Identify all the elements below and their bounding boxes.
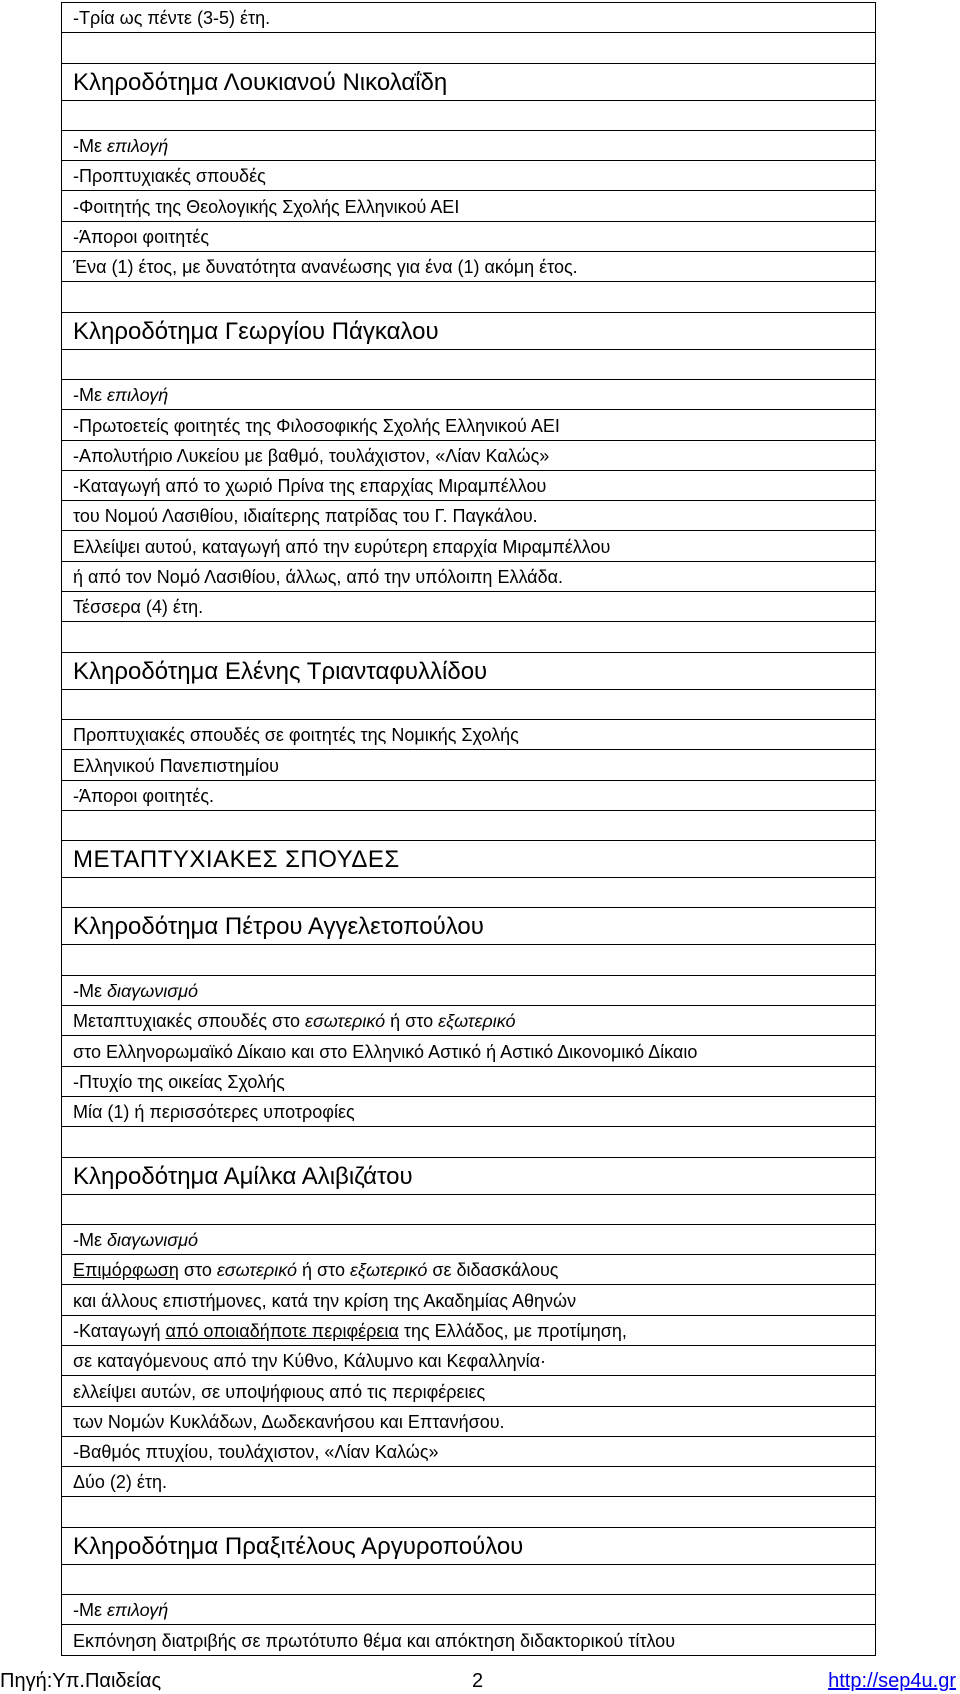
text-fragment: -Φοιτητής της Θεολογικής Σχολής Ελληνικού ΑΕΙ	[73, 196, 460, 217]
table-row	[62, 1315, 876, 1345]
table-row	[62, 282, 876, 312]
text-cell	[62, 130, 876, 160]
text-fragment: εξωτερικό	[438, 1011, 516, 1032]
text-fragment: -Με	[73, 1600, 108, 1621]
text-cell	[62, 1467, 876, 1497]
text-cell	[62, 1595, 876, 1625]
table-row	[62, 1255, 876, 1285]
text-fragment: επιλογή	[107, 385, 169, 406]
page-footer	[0, 1664, 960, 1694]
text-cell	[62, 221, 876, 251]
text-cell	[62, 252, 876, 282]
table-row	[62, 1345, 876, 1375]
table-row	[62, 975, 876, 1005]
text-fragment: -Απολυτήριο Λυκείου με βαθμό, τουλάχιστον, «Λίαν Καλώς»	[73, 445, 550, 466]
text-fragment: στο Ελληνορωμαϊκό Δίκαιο και στο Ελληνικό Αστικό ή Αστικό Δικονομικό Δίκαιο	[73, 1041, 698, 1062]
text-fragment: ή από τον Νομό Λασιθίου, άλλως, από την υπόλοιπη Ελλάδα.	[73, 567, 564, 588]
text-fragment: επιλογή	[107, 1600, 169, 1621]
text-cell	[62, 379, 876, 409]
text-cell	[62, 592, 876, 622]
text-fragment: από οποιαδήποτε περιφέρεια	[165, 1320, 399, 1341]
table-row	[62, 622, 876, 652]
text-fragment: επιλογή	[107, 136, 169, 157]
bequest-heading	[62, 63, 876, 100]
table-row	[62, 1127, 876, 1157]
table-row	[62, 750, 876, 780]
text-cell	[62, 531, 876, 561]
bequest-heading	[62, 1157, 876, 1194]
table-row	[62, 1436, 876, 1466]
text-fragment: -Άποροι φοιτητές	[73, 227, 210, 248]
table-row	[62, 161, 876, 191]
table-row	[62, 1036, 876, 1066]
table-row	[62, 470, 876, 500]
table-row	[62, 252, 876, 282]
table-row	[62, 63, 876, 100]
text-fragment: Δύο (2) έτη.	[73, 1472, 168, 1493]
text-fragment: -Πτυχίο της οικείας Σχολής	[73, 1071, 285, 1092]
text-fragment: διαγωνισμό	[107, 1230, 199, 1251]
bequest-heading	[62, 1527, 876, 1564]
footer-link[interactable]: http://sep4u.gr	[828, 1670, 956, 1692]
text-cell	[62, 1224, 876, 1254]
text-fragment: -Καταγωγή από το χωριό Πρίνα της επαρχίας Μιραμπέλλου	[73, 476, 547, 497]
empty-cell	[62, 622, 876, 652]
page-number: 2	[472, 1670, 484, 1692]
text-fragment: Εκπόνηση διατριβής σε πρωτότυπο θέμα και απόκτηση διδακτορικού τίτλου	[73, 1630, 676, 1651]
bequest-heading	[62, 312, 876, 349]
text-fragment: ελλείψει αυτών, σε υποψήφιους από τις περιφέρειες	[73, 1381, 486, 1402]
table-row	[62, 1625, 876, 1655]
table-row	[62, 410, 876, 440]
empty-cell	[62, 100, 876, 130]
empty-cell	[62, 33, 876, 63]
table-row	[62, 379, 876, 409]
text-fragment: -Πρωτοετείς φοιτητές της Φιλοσοφικής Σχολής Ελληνικού ΑΕΙ	[73, 415, 560, 436]
bequest-heading	[62, 908, 876, 945]
table-row	[62, 1066, 876, 1096]
section-heading	[62, 841, 876, 878]
text-cell	[62, 780, 876, 810]
text-fragment: -Βαθμός πτυχίου, τουλάχιστον, «Λίαν Καλώς»	[73, 1442, 439, 1463]
text-fragment: σε διδασκάλους	[427, 1260, 559, 1281]
text-fragment: Κληροδότημα Πραξιτέλους Αργυροπούλου	[73, 1532, 524, 1560]
empty-cell	[62, 945, 876, 975]
text-cell	[62, 1006, 876, 1036]
table-row	[62, 1467, 876, 1497]
text-cell	[62, 410, 876, 440]
text-fragment: Μεταπτυχιακές σπουδές στο	[73, 1011, 306, 1032]
text-fragment: Κληροδότημα Γεωργίου Πάγκαλου	[73, 317, 439, 345]
text-cell	[62, 191, 876, 221]
text-cell	[62, 470, 876, 500]
text-cell	[62, 3, 876, 33]
table-row	[62, 349, 876, 379]
text-cell	[62, 1096, 876, 1126]
bequest-heading	[62, 652, 876, 689]
text-cell	[62, 1255, 876, 1285]
text-fragment: του Νομού Λασιθίου, ιδιαίτερης πατρίδας του Γ. Παγκάλου.	[73, 506, 538, 527]
text-fragment: Επιμόρφωση	[73, 1260, 179, 1281]
text-cell	[62, 750, 876, 780]
text-cell	[62, 440, 876, 470]
text-cell	[62, 975, 876, 1005]
text-cell	[62, 161, 876, 191]
table-row	[62, 3, 876, 33]
table-row	[62, 719, 876, 749]
text-fragment: -Με	[73, 1230, 108, 1251]
table-row	[62, 191, 876, 221]
table-row	[62, 1194, 876, 1224]
text-fragment: ή στο	[385, 1011, 439, 1032]
text-cell	[62, 1066, 876, 1096]
text-fragment: της Ελλάδος, με προτίμηση,	[398, 1320, 627, 1341]
text-fragment: Κληροδότημα Πέτρου Αγγελετοπούλου	[73, 913, 484, 941]
text-fragment: ή στο	[297, 1260, 351, 1281]
table-row	[62, 100, 876, 130]
table-row	[62, 130, 876, 160]
text-fragment: Ελληνικού Πανεπιστημίου	[73, 755, 279, 776]
table-row	[62, 780, 876, 810]
table-row	[62, 945, 876, 975]
text-fragment: και άλλους επιστήμονες, κατά την κρίση της Ακαδημίας Αθηνών	[73, 1290, 577, 1311]
empty-cell	[62, 1497, 876, 1527]
text-fragment: Προπτυχιακές σπουδές σε φοιτητές της Νομικής Σχολής	[73, 725, 519, 746]
table-row	[62, 1157, 876, 1194]
table-row	[62, 841, 876, 878]
text-fragment: Τέσσερα (4) έτη.	[73, 597, 204, 618]
empty-cell	[62, 1127, 876, 1157]
text-cell	[62, 1376, 876, 1406]
footer-source: Πηγή:Υπ.Παιδείας	[0, 1670, 162, 1692]
text-fragment: Ελλείψει αυτού, καταγωγή από την ευρύτερη επαρχία Μιραμπέλλου	[73, 536, 611, 557]
table-row	[62, 531, 876, 561]
table-row	[62, 1564, 876, 1594]
text-cell	[62, 1436, 876, 1466]
table-row	[62, 33, 876, 63]
text-fragment: στο	[178, 1260, 217, 1281]
table-row	[62, 908, 876, 945]
table-row	[62, 1285, 876, 1315]
table-row	[62, 1406, 876, 1436]
table-row	[62, 1527, 876, 1564]
text-cell	[62, 1406, 876, 1436]
text-fragment: εσωτερικό	[216, 1260, 298, 1281]
table-row	[62, 1595, 876, 1625]
empty-cell	[62, 349, 876, 379]
text-fragment: Μία (1) ή περισσότερες υποτροφίες	[73, 1102, 355, 1123]
table-row	[62, 561, 876, 591]
text-cell	[62, 1036, 876, 1066]
text-fragment: -Με	[73, 136, 108, 157]
table-row	[62, 1224, 876, 1254]
table-row	[62, 1376, 876, 1406]
text-fragment: -Τρία ως πέντε (3-5) έτη.	[73, 8, 271, 29]
empty-cell	[62, 689, 876, 719]
text-fragment: εσωτερικό	[305, 1011, 386, 1032]
empty-cell	[62, 1194, 876, 1224]
text-fragment: Κληροδότημα Αμίλκα Αλιβιζάτου	[73, 1162, 413, 1190]
scholarship-table	[61, 2, 876, 1656]
table-row	[62, 221, 876, 251]
text-cell	[62, 1625, 876, 1655]
text-fragment: -Με	[73, 981, 108, 1002]
table-row	[62, 312, 876, 349]
text-fragment: Ένα (1) έτος, με δυνατότητα ανανέωσης για ένα (1) ακόμη έτος.	[73, 257, 578, 278]
text-fragment: των Νομών Κυκλάδων, Δωδεκανήσου και Επτανήσου.	[73, 1411, 505, 1432]
text-fragment: -Άποροι φοιτητές.	[73, 785, 215, 806]
text-cell	[62, 719, 876, 749]
text-fragment: Κληροδότημα Λουκιανού Νικολαΐδη	[73, 68, 448, 96]
table-row	[62, 1096, 876, 1126]
table-row	[62, 878, 876, 908]
empty-cell	[62, 1564, 876, 1594]
table-body	[62, 3, 876, 1656]
text-fragment: Κληροδότημα Ελένης Τριανταφυλλίδου	[73, 657, 488, 685]
table-row	[62, 592, 876, 622]
text-cell	[62, 1285, 876, 1315]
text-fragment: -Καταγωγή	[73, 1320, 166, 1341]
text-fragment: ΜΕΤΑΠΤΥΧΙΑΚΕΣ ΣΠΟΥΔΕΣ	[73, 846, 400, 874]
empty-cell	[62, 810, 876, 840]
empty-cell	[62, 282, 876, 312]
text-cell	[62, 1315, 876, 1345]
table-row	[62, 810, 876, 840]
text-fragment: διαγωνισμό	[107, 981, 199, 1002]
table-row	[62, 501, 876, 531]
text-cell	[62, 561, 876, 591]
table-row	[62, 689, 876, 719]
text-fragment: -Προπτυχιακές σπουδές	[73, 166, 266, 187]
table-row	[62, 440, 876, 470]
text-cell	[62, 501, 876, 531]
table-row	[62, 1006, 876, 1036]
text-fragment: -Με	[73, 385, 108, 406]
text-fragment: εξωτερικό	[350, 1260, 428, 1281]
text-fragment: σε καταγόμενους από την Κύθνο, Κάλυμνο και Κεφαλληνία·	[73, 1351, 547, 1372]
text-cell	[62, 1345, 876, 1375]
table-row	[62, 1497, 876, 1527]
table-row	[62, 652, 876, 689]
empty-cell	[62, 878, 876, 908]
